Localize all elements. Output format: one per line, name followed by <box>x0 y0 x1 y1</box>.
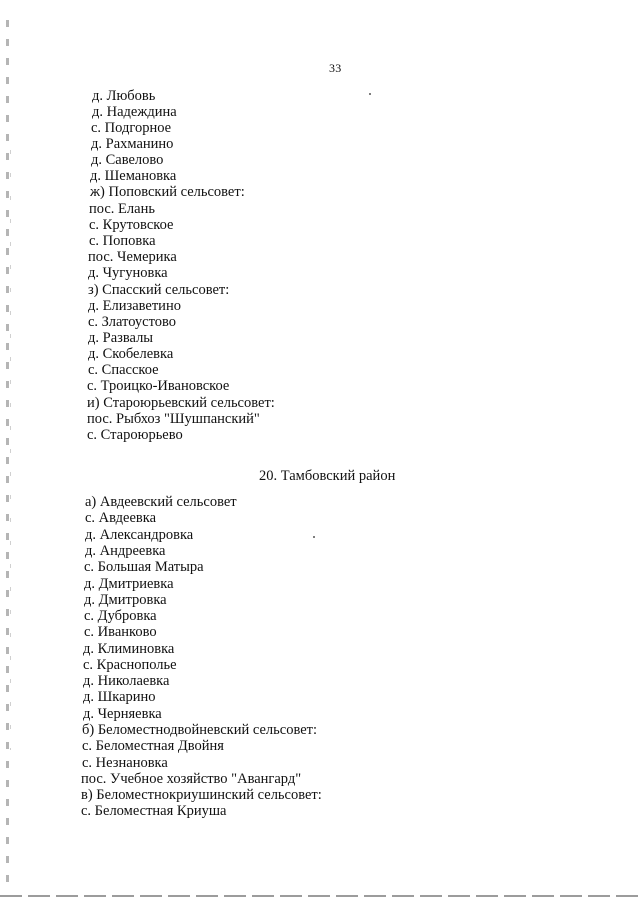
list-item: д. Шкарино <box>83 689 156 705</box>
list-item: д. Рахманино <box>91 136 174 152</box>
list-item: д. Савелово <box>91 152 164 168</box>
list-item: пос. Елань <box>89 201 155 217</box>
list-item: д. Дмитриевка <box>84 576 174 592</box>
list-item: с. Спасское <box>88 362 159 378</box>
list-item: пос. Чемерика <box>88 249 177 265</box>
scan-binding-edge <box>6 20 9 890</box>
list-item: с. Златоустово <box>88 314 176 330</box>
list-item: д. Скобелевка <box>88 346 174 362</box>
list-item: с. Подгорное <box>91 120 172 136</box>
list-item: д. Александровка <box>85 527 194 543</box>
list-item: с. Краснополье <box>83 657 177 673</box>
list-item: с. Поповка <box>89 233 156 249</box>
list-heading: з) Спасский сельсовет: <box>88 282 230 298</box>
list-item: с. Авдеевка <box>85 510 156 526</box>
list-item: пос. Рыбхоз "Шушпанский" <box>87 411 260 427</box>
list-item: д. Климиновка <box>83 641 175 657</box>
list-heading: ж) Поповский сельсовет: <box>90 184 245 200</box>
list-item: д. Надеждина <box>92 104 177 120</box>
list-item: д. Андреевка <box>85 543 166 559</box>
list-item: с. Иванково <box>84 624 157 640</box>
list-heading: б) Беломестнодвойневский сельсовет: <box>82 722 318 738</box>
page-number: 33 <box>329 61 342 75</box>
list-heading: в) Беломестнокриушинский сельсовет: <box>81 787 322 803</box>
scan-speck <box>369 93 371 95</box>
list-item: д. Дмитровка <box>84 592 167 608</box>
scan-speck <box>313 536 315 538</box>
list-item: с. Беломестная Криуша <box>81 803 227 819</box>
list-item: д. Шемановка <box>90 168 177 184</box>
section-heading: 20. Тамбовский район <box>259 468 396 484</box>
list-item: с. Большая Матыра <box>84 559 204 575</box>
list-item: с. Дубровка <box>84 608 157 624</box>
list-item: д. Черняевка <box>83 706 162 722</box>
list-item: с. Староюрьево <box>87 427 183 443</box>
list-item: д. Чугуновка <box>88 265 168 281</box>
list-item: д. Любовь <box>92 88 156 104</box>
list-item: с. Беломестная Двойня <box>82 738 224 754</box>
list-heading: а) Авдеевский сельсовет <box>85 494 237 510</box>
list-item: с. Крутовское <box>89 217 174 233</box>
scan-bottom-edge <box>0 895 640 897</box>
list-item: д. Елизаветино <box>88 298 181 314</box>
list-item: д. Развалы <box>88 330 154 346</box>
scan-binding-edge-inner <box>10 150 11 750</box>
list-item: с. Троицко-Ивановское <box>87 378 230 394</box>
list-item: д. Николаевка <box>83 673 170 689</box>
list-item: пос. Учебное хозяйство "Авангард" <box>81 771 302 787</box>
list-item: с. Незнановка <box>82 755 168 771</box>
list-heading: и) Староюрьевский сельсовет: <box>87 395 275 411</box>
